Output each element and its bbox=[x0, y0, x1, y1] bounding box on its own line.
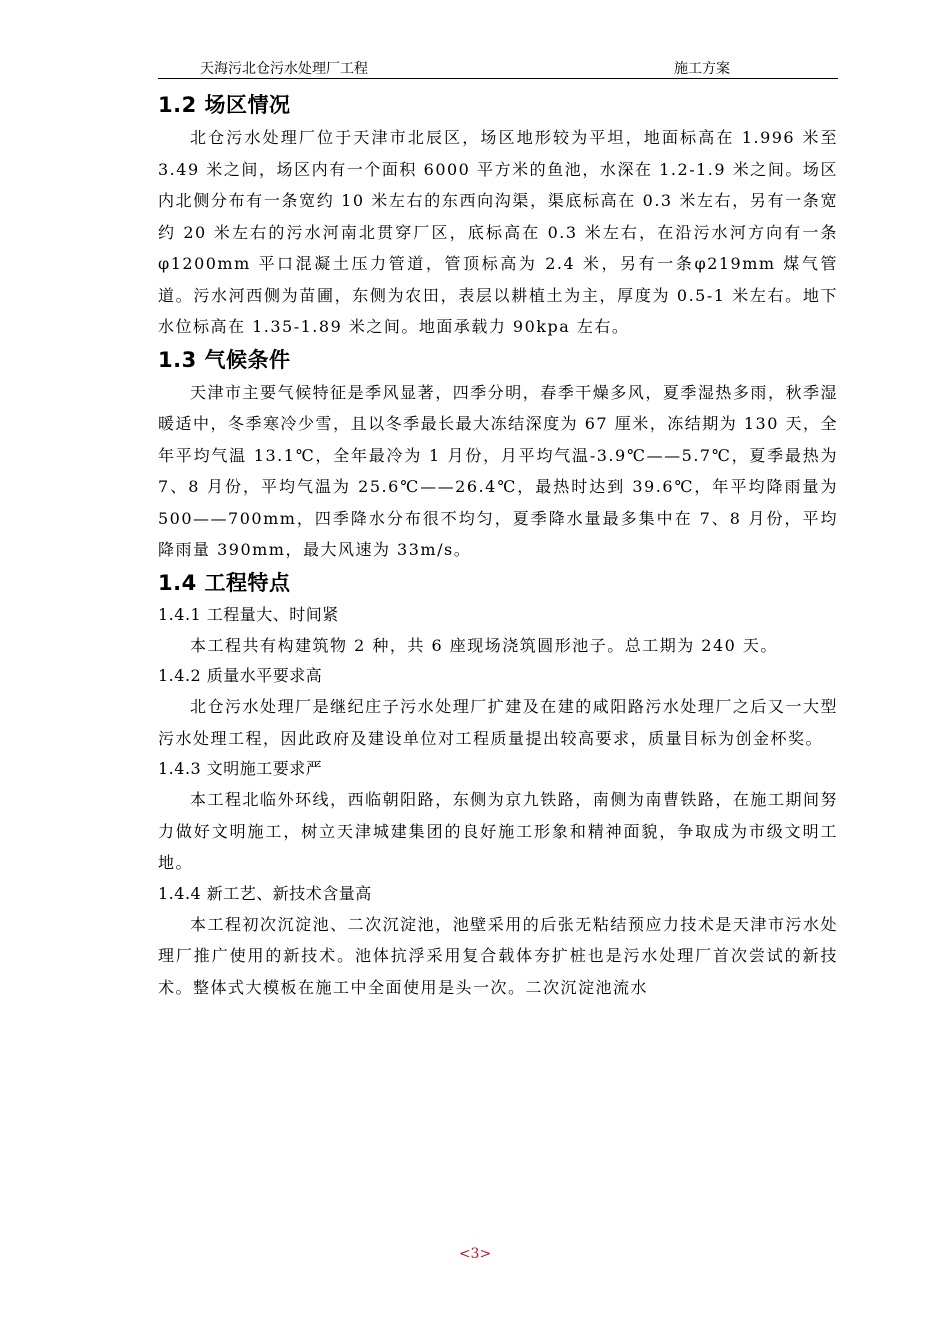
subsection-heading-1-4-1: 1.4.1 工程量大、时间紧 bbox=[158, 604, 339, 624]
subsection-1-4-3-paragraph: 本工程北临外环线，西临朝阳路，东侧为京九铁路，南侧为南曹铁路，在施工期间努力做好文明施工，树立天津城建集团的良好施工形象和精神面貌，争取成为市级文明工地。 bbox=[158, 790, 838, 872]
subsection-1-4-1-paragraph: 本工程共有构建筑物 2 种，共 6 座现场浇筑圆形池子。总工期为 240 天。 bbox=[190, 635, 778, 655]
subsection-1-4-2-paragraph: 北仓污水处理厂是继纪庄子污水处理厂扩建及在建的咸阳路污水处理厂之后又一大型污水处理工程，因此政府及建设单位对工程质量提出较高要求，质量目标为创金杯奖。 bbox=[158, 697, 838, 748]
section-1-3-paragraph: 天津市主要气候特征是季风显著，四季分明，春季干燥多风，夏季湿热多雨，秋季湿暖适中，冬季寒冷少雪，且以冬季最长最大冻结深度为 67 厘米，冻结期为 130 天，全年平均气温 13.1℃，全年最冷为 1 月份，月平均气温-3.9℃——5.7℃，夏季最热为 7、8 月份，平均气温为 25.6℃——26.4℃，最热时达到 39.6℃，年平均降雨量为 500——700mm，四季降水分布很不均匀，夏季降水量最多集中在 7、8 月份，平均降雨量 390mm，最大风速为 33m/s。 bbox=[158, 382, 838, 559]
section-1-2-paragraph: 北仓污水处理厂位于天津市北辰区，场区地形较为平坦，地面标高在 1.996 米至 3.49 米之间，场区内有一个面积 6000 平方米的鱼池，水深在 1.2-1.9 米之间。场区内北侧分布有一条宽约 10 米左右的东西向沟渠，渠底标高在 0.3 米左右，另有一条宽约 20 米左右的污水河南北贯穿厂区，底标高在 0.3 米左右，在沿污水河方向有一条φ1200mm 平口混凝土压力管道，管顶标高为 2.4 米，另有一条φ219mm 煤气管道。污水河西侧为苗圃，东侧为农田，表层以耕植土为主，厚度为 0.5-1 米左右。地下水位标高在 1.35-1.89 米之间。地面承载力 90kpa 左右。 bbox=[158, 128, 838, 336]
subsection-heading-1-4-3: 1.4.3 文明施工要求严 bbox=[158, 759, 323, 778]
page-header bbox=[158, 56, 838, 79]
page-number: <3> bbox=[458, 1246, 492, 1262]
section-heading-1-4: 1.4 工程特点 bbox=[158, 570, 291, 595]
header-document-type: 施工方案 bbox=[674, 61, 730, 77]
section-heading-1-2: 1.2 场区情况 bbox=[158, 93, 291, 117]
page-content bbox=[158, 88, 838, 1003]
subsection-1-4-4-paragraph: 本工程初次沉淀池、二次沉淀池，池壁采用的后张无粘结预应力技术是天津市污水处理厂推广使用的新技术。池体抗浮采用复合载体夯扩桩也是污水处理厂首次尝试的新技术。整体式大模板在施工中全面使用是头一次。二次沉淀池流水 bbox=[158, 914, 838, 997]
section-heading-1-3: 1.3 气候条件 bbox=[158, 347, 291, 372]
subsection-heading-1-4-4: 1.4.4 新工艺、新技术含量高 bbox=[158, 883, 372, 903]
header-project-title: 天海污北仓污水处理厂工程 bbox=[200, 61, 368, 77]
subsection-heading-1-4-2: 1.4.2 质量水平要求高 bbox=[158, 666, 323, 685]
